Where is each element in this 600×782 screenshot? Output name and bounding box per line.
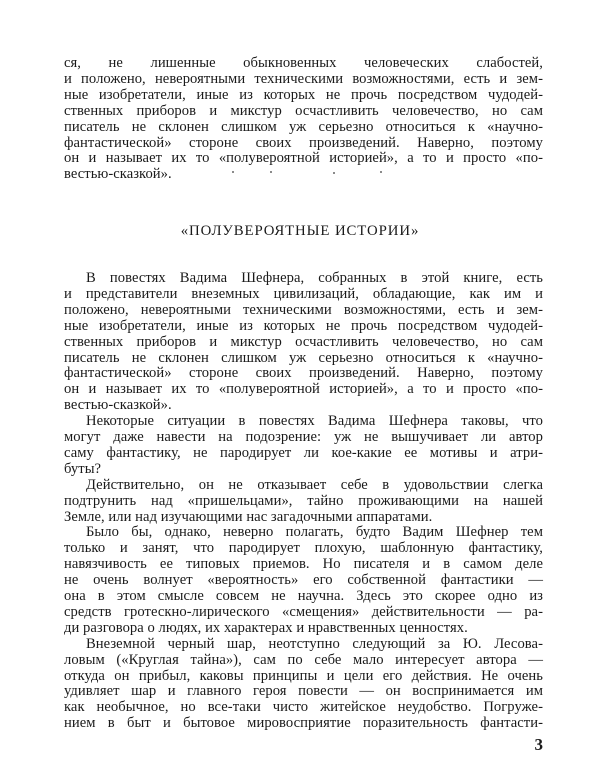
- text-line: средств гротескно-лирического «смещения» действительности — ра-: [64, 603, 543, 620]
- text-line: подтрунить над «пришельцами», тайно проживающими на нашей: [64, 492, 543, 509]
- text-line: ся, не лишенные обыкновенных человеческих слабостей,: [64, 55, 543, 71]
- text-line: писатель не склонен слишком уж серьезно относиться к «научно-: [64, 349, 543, 366]
- text-line: и положено, невероятными техническими возможностями, есть и зем-: [64, 70, 543, 87]
- text-line: только и занят, что пародирует плохую, шаблонную фантастику,: [64, 540, 543, 557]
- text-line: буты?: [64, 460, 102, 477]
- text-line: В повестях Вадима Шефнера, собранных в этой книге, есть: [86, 270, 543, 286]
- text-line: вестью-сказкой».: [64, 166, 172, 183]
- text-line: навязчивость ее типовых приемов. Но писателя и в самом деле: [64, 556, 543, 573]
- text-line: могут даже навести на подозрение: уж не вышучивает ли автор: [64, 429, 543, 445]
- text-line: вестью-сказкой».: [64, 397, 172, 414]
- text-line: он и называет их то «полувероятной историей», а то и просто «по-: [64, 150, 543, 167]
- text-line: ди разговора о людях, их характерах и нравственных ценностях.: [64, 619, 468, 636]
- text-line: удивляет шар и главного героя повести — он воспринимается им: [64, 683, 543, 700]
- text-line: ственных приборов и микстур осчастливить человечество, но сам: [64, 102, 543, 119]
- text-line: Земле, или над изучающими нас загадочными аппаратами.: [64, 508, 433, 525]
- text-line: саму фантастику, не пародирует ли кое-какие ее мотивы и атри-: [64, 444, 543, 461]
- text-line: фантастической» стороне своих произведений. Наверно, поэтому: [64, 365, 543, 382]
- text-line: нием в быт и бытовое мировосприятие поразительность фантасти-: [64, 715, 543, 732]
- text-line: как необычное, но все-таки чисто житейское неудобство. Погруже-: [64, 699, 543, 716]
- text-line: откуда он прибыл, каковы принципы и цели его действия. Не очень: [64, 667, 543, 684]
- text-line: Некоторые ситуации в повестях Вадима Шефнера таковы, что: [86, 413, 543, 430]
- text-line: ловым («Круглая тайна»), сам по себе мало интересует автора —: [64, 651, 543, 668]
- text-line: и представители внеземных цивилизаций, обладающие, как им и: [64, 285, 543, 302]
- text-line: Действительно, он не отказывает себе в удовольствии слегка: [86, 476, 543, 493]
- chapter-heading: «ПОЛУВЕРОЯТНЫЕ ИСТОРИИ»: [180, 223, 420, 239]
- text-line: ные изобретатели, иные из которых не прочь посредством чудодей-: [64, 317, 543, 334]
- text-line: ные изобретатели, иные из которых не прочь посредством чудодей-: [64, 86, 543, 103]
- text-line: не очень волнует «вероятность» его собственной фантастики —: [64, 572, 543, 589]
- text-line: положено, невероятными техническими возможностями, есть и зем-: [64, 301, 543, 318]
- text-line: фантастической» стороне своих произведений. Наверно, поэтому: [64, 134, 543, 151]
- page-number: 3: [534, 735, 543, 754]
- text-line: Было бы, однако, неверно полагать, будто Вадим Шефнер тем: [86, 524, 543, 541]
- text-line: она в этом смысле совсем не научна. Здесь это скорее одно из: [64, 588, 543, 604]
- text-line: ственных приборов и микстур осчастливить человечество, но сам: [64, 333, 543, 350]
- text-line: он и называет их то «полувероятной историей», а то и просто «по-: [64, 381, 543, 398]
- text-line: писатель не склонен слишком уж серьезно относиться к «научно-: [64, 118, 543, 135]
- text-line: Внеземной черный шар, неотступно следующий за Ю. Лесова-: [86, 635, 543, 652]
